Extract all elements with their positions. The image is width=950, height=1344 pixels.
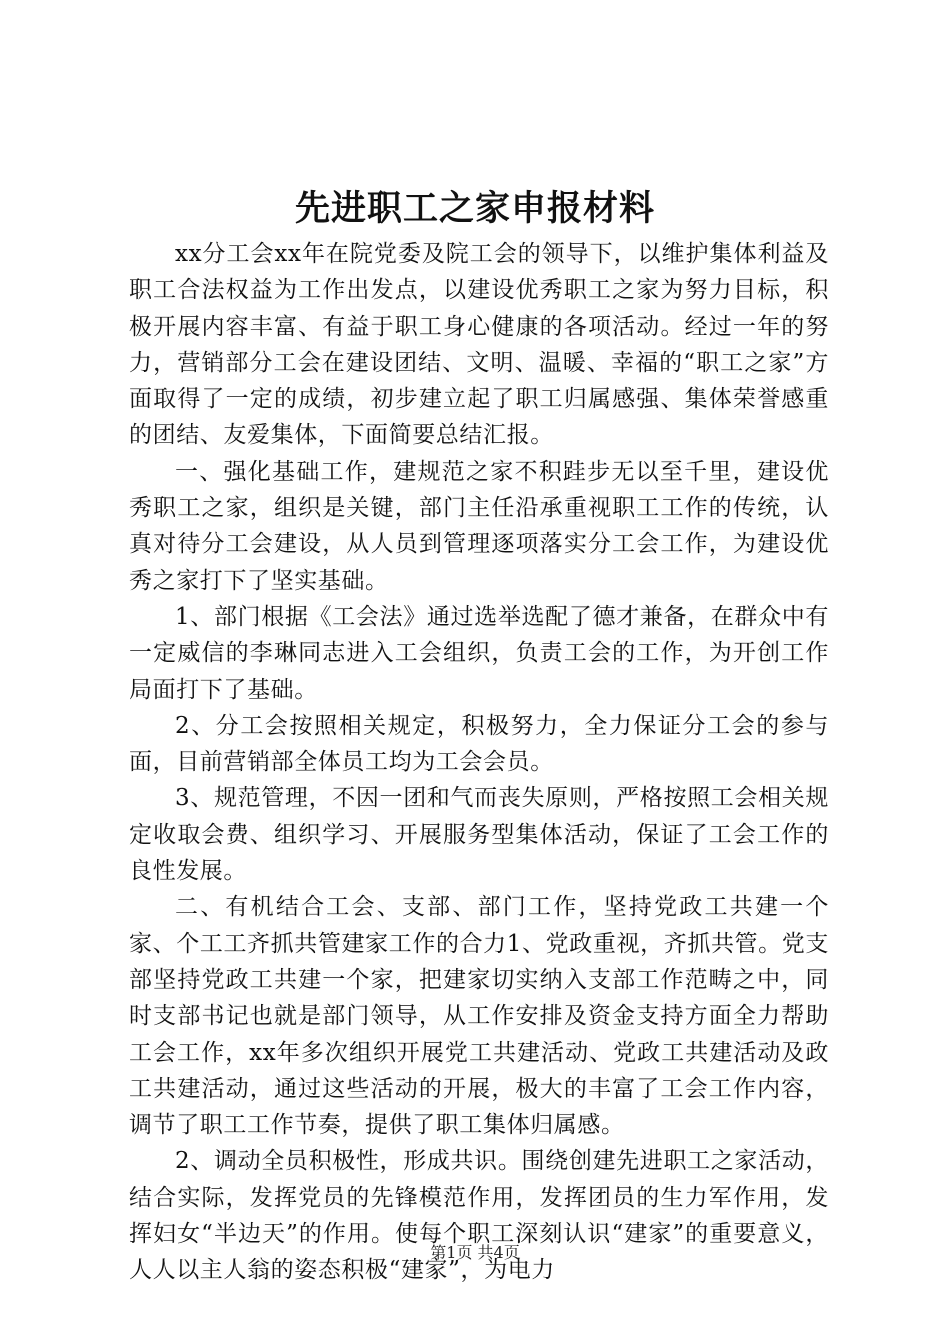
- paragraph-item-2: 2、分工会按照相关规定，积极努力，全力保证分工会的参与面，目前营销部全体员工均为工会会员。: [129, 712, 829, 776]
- document-body: [129, 236, 829, 1289]
- paragraph-section-2: 二、有机结合工会、支部、部门工作，坚持党政工共建一个家、个工工齐抓共管建家工作的合力1、党政重视，齐抓共管。党支部坚持党政工共建一个家，把建家切实纳入支部工作范畴之中，同时支部书记也就是部门领导，从工作安排及资金支持方面全力帮助工会工作，xx年多次组织开展党工共建活动、党政工共建活动及政工共建活动，通过这些活动的开展，极大的丰富了工会工作内容，调节了职工工作节奏，提供了职工集体归属感。: [129, 894, 829, 1139]
- paragraph-section-2-item-2: 2、调动全员积极性，形成共识。围绕创建先进职工之家活动，结合实际，发挥党员的先锋模范作用，发挥团员的生力军作用，发挥妇女“半边天”的作用。使每个职工深刻认识“建家”的重要意义，人人以主人翁的姿态积极“建家”，为电力: [129, 1148, 829, 1284]
- paragraph-intro: xx分工会xx年在院党委及院工会的领导下，以维护集体利益及职工合法权益为工作出发点，以建设优秀职工之家为努力目标，积极开展内容丰富、有益于职工身心健康的各项活动。经过一年的努力，营销部分工会在建设团结、文明、温暖、幸福的“职工之家”方面取得了一定的成绩，初步建立起了职工归属感强、集体荣誉感重的团结、友爱集体，下面简要总结汇报。: [129, 241, 829, 449]
- paragraph-item-1: 1、部门根据《工会法》通过选举选配了德才兼备，在群众中有一定威信的李琳同志进入工会组织，负责工会的工作，为开创工作局面打下了基础。: [129, 603, 829, 703]
- page-number: 第1页 共4页: [430, 1243, 520, 1262]
- paragraph-item-3: 3、规范管理，不因一团和气而丧失原则，严格按照工会相关规定收取会费、组织学习、开展服务型集体活动，保证了工会工作的良性发展。: [129, 785, 829, 885]
- document-title: 先进职工之家申报材料: [294, 188, 655, 229]
- paragraph-section-1: 一、强化基础工作，建规范之家不积跬步无以至千里，建设优秀职工之家，组织是关键，部门主任沿承重视职工工作的传统，认真对待分工会建设，从人员到管理逐项落实分工会工作，为建设优秀之家打下了坚实基础。: [129, 458, 829, 594]
